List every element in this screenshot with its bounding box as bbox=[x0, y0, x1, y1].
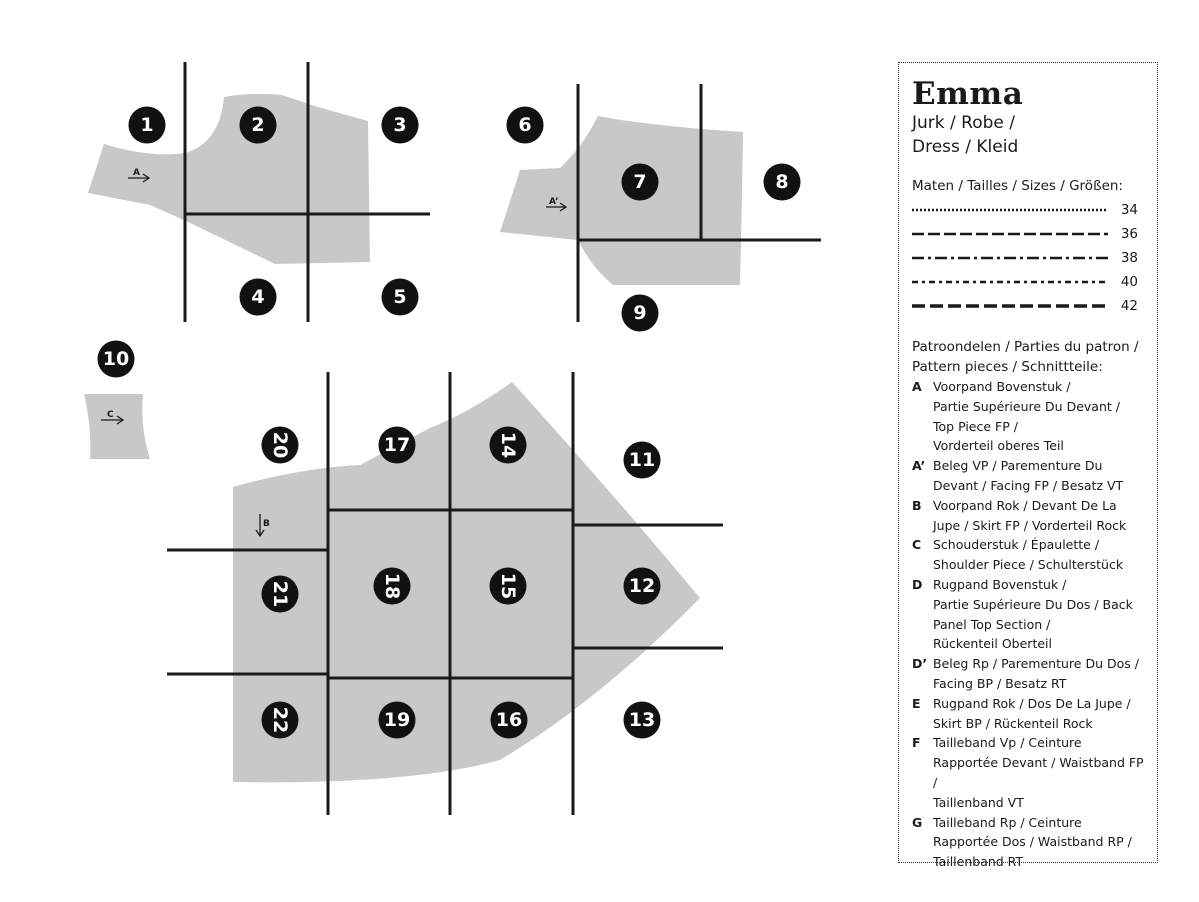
size-row bbox=[912, 270, 1147, 294]
page-number-label: 12 bbox=[628, 575, 656, 597]
sizes-list bbox=[912, 198, 1147, 318]
page-number-badge bbox=[240, 107, 277, 144]
page-number-label: 8 bbox=[775, 171, 789, 193]
page-number-badge bbox=[98, 341, 135, 378]
pieces-list bbox=[912, 377, 1147, 872]
pieces-heading-line2: Pattern pieces / Schnittteile: bbox=[912, 358, 1103, 375]
pattern-piece-entry bbox=[912, 535, 1147, 575]
pattern-piece-key: B bbox=[912, 497, 922, 513]
page-number-badge bbox=[507, 107, 544, 144]
page-number-label: 9 bbox=[633, 302, 647, 324]
page-number-label: 2 bbox=[251, 114, 265, 136]
page-number-badge bbox=[262, 427, 299, 464]
pattern-piece-description: Tailleband Vp / Ceinture Rapportée Devant / Waistband FP / Taillenband VT bbox=[933, 735, 1144, 810]
pattern-piece-description: Rugpand Rok / Dos De La Jupe / Skirt BP / Rückenteil Rock bbox=[933, 695, 1131, 731]
page-number-badge bbox=[491, 702, 528, 739]
page-number-badge bbox=[624, 702, 661, 739]
pattern-piece-description: Beleg Rp / Parementure Du Dos / Facing BP / Besatz RT bbox=[933, 656, 1139, 691]
page-number-badge bbox=[622, 295, 659, 332]
page-number-badge bbox=[490, 427, 527, 464]
page-number-label: 3 bbox=[393, 114, 407, 136]
page-number-label: 10 bbox=[102, 348, 130, 370]
page-number-badge bbox=[240, 279, 277, 316]
pattern-piece-key: F bbox=[912, 735, 921, 751]
pattern-piece-entry bbox=[912, 733, 1147, 812]
pattern-piece-entry bbox=[912, 377, 1147, 456]
grainline-arrow-label: A bbox=[133, 168, 140, 178]
page-number-label: 11 bbox=[628, 449, 656, 471]
pattern-piece-key: D’ bbox=[912, 656, 928, 672]
page-number-badge bbox=[262, 576, 299, 613]
pattern-piece-description: Rugpand Bovenstuk / Partie Supérieure Du Dos / Back Panel Top Section / Rückenteil Oberteil bbox=[933, 576, 1133, 652]
page-number-badge bbox=[129, 107, 166, 144]
page-number-label: 21 bbox=[269, 580, 291, 608]
page-number-label: 16 bbox=[495, 709, 523, 731]
page-number-label: 7 bbox=[633, 171, 647, 193]
size-label: 36 bbox=[1120, 226, 1138, 242]
page-number-badge bbox=[624, 568, 661, 605]
size-line-sample bbox=[912, 205, 1108, 215]
legend-subtitle-line1: Jurk / Robe / bbox=[912, 113, 1015, 133]
pattern-piece-description: Beleg VP / Parementure Du Devant / Facing FP / Besatz VT bbox=[933, 458, 1124, 493]
page-number-badge bbox=[622, 164, 659, 201]
pieces-heading-line1: Patroondelen / Parties du patron / bbox=[912, 339, 1139, 355]
size-label: 38 bbox=[1120, 250, 1138, 266]
pattern-piece-entry bbox=[912, 456, 1147, 496]
size-row bbox=[912, 198, 1147, 222]
page-number-label: 4 bbox=[251, 286, 265, 308]
size-label: 42 bbox=[1120, 298, 1138, 314]
size-label: 40 bbox=[1120, 274, 1138, 290]
size-row bbox=[912, 222, 1147, 246]
pieces-heading bbox=[912, 338, 1147, 377]
legend-subtitle-line2: Dress / Kleid bbox=[912, 137, 1019, 157]
page-number-label: 22 bbox=[269, 706, 291, 734]
page-number-badge bbox=[374, 568, 411, 605]
size-line-sample bbox=[912, 301, 1108, 311]
page-number-badge bbox=[764, 164, 801, 201]
pattern-piece-description: Schouderstuk / Épaulette / Shoulder Piece / Schulterstück bbox=[933, 537, 1124, 573]
page-number-label: 17 bbox=[383, 434, 411, 456]
pattern-piece-key: G bbox=[912, 814, 923, 830]
page-number-badge bbox=[624, 442, 661, 479]
page-number-badge bbox=[262, 702, 299, 739]
page-number-label: 6 bbox=[518, 114, 532, 136]
page-number-badge bbox=[382, 279, 419, 316]
size-row bbox=[912, 294, 1147, 318]
page-number-label: 20 bbox=[269, 431, 291, 459]
pattern-piece-description: Voorpand Bovenstuk / Partie Supérieure Du Devant / Top Piece FP / Vorderteil oberes Teil bbox=[933, 379, 1120, 454]
size-label: 34 bbox=[1120, 202, 1138, 218]
grainline-arrow-label: C bbox=[107, 410, 114, 420]
pattern-piece-key: C bbox=[912, 537, 922, 553]
sizes-heading: Maten / Tailles / Sizes / Größen: bbox=[912, 178, 1123, 194]
size-line-sample bbox=[912, 277, 1108, 287]
size-line-sample bbox=[912, 253, 1108, 263]
page-number-badge bbox=[490, 568, 527, 605]
page-number-badge bbox=[382, 107, 419, 144]
pattern-piece-entry bbox=[912, 813, 1147, 872]
pattern-piece-entry bbox=[912, 694, 1147, 734]
pattern-piece-key: D bbox=[912, 576, 923, 592]
page-number-badge bbox=[379, 702, 416, 739]
pattern-piece-description: Tailleband Rp / Ceinture Rapportée Dos / Waistband RP / Taillenband RT bbox=[933, 814, 1132, 870]
pattern-piece-entry bbox=[912, 654, 1147, 694]
pattern-piece-key: A bbox=[912, 379, 922, 394]
pattern-piece-shoulder bbox=[84, 394, 150, 459]
grainline-arrow-label: A’ bbox=[549, 197, 559, 207]
pattern-piece-key: A’ bbox=[912, 458, 926, 474]
page-number-label: 13 bbox=[628, 709, 656, 731]
pattern-piece-key: E bbox=[912, 695, 921, 711]
page-number-label: 19 bbox=[383, 709, 411, 731]
legend-panel bbox=[898, 62, 1158, 870]
pattern-piece-description: Voorpand Rok / Devant De La Jupe / Skirt FP / Vorderteil Rock bbox=[933, 497, 1127, 533]
page-number-label: 1 bbox=[140, 114, 154, 136]
pattern-piece-front-facing bbox=[500, 116, 743, 285]
size-line-sample bbox=[912, 229, 1108, 239]
page-number-badge bbox=[379, 427, 416, 464]
page-number-label: 18 bbox=[381, 572, 403, 600]
pattern-piece-entry bbox=[912, 496, 1147, 536]
size-row bbox=[912, 246, 1147, 270]
page-number-label: 5 bbox=[393, 286, 407, 308]
page-number-label: 14 bbox=[497, 431, 519, 459]
grainline-arrow-label: B bbox=[263, 519, 270, 529]
legend-title: Emma bbox=[912, 76, 1024, 112]
pattern-piece-entry bbox=[912, 575, 1147, 654]
page-number-label: 15 bbox=[497, 572, 519, 600]
